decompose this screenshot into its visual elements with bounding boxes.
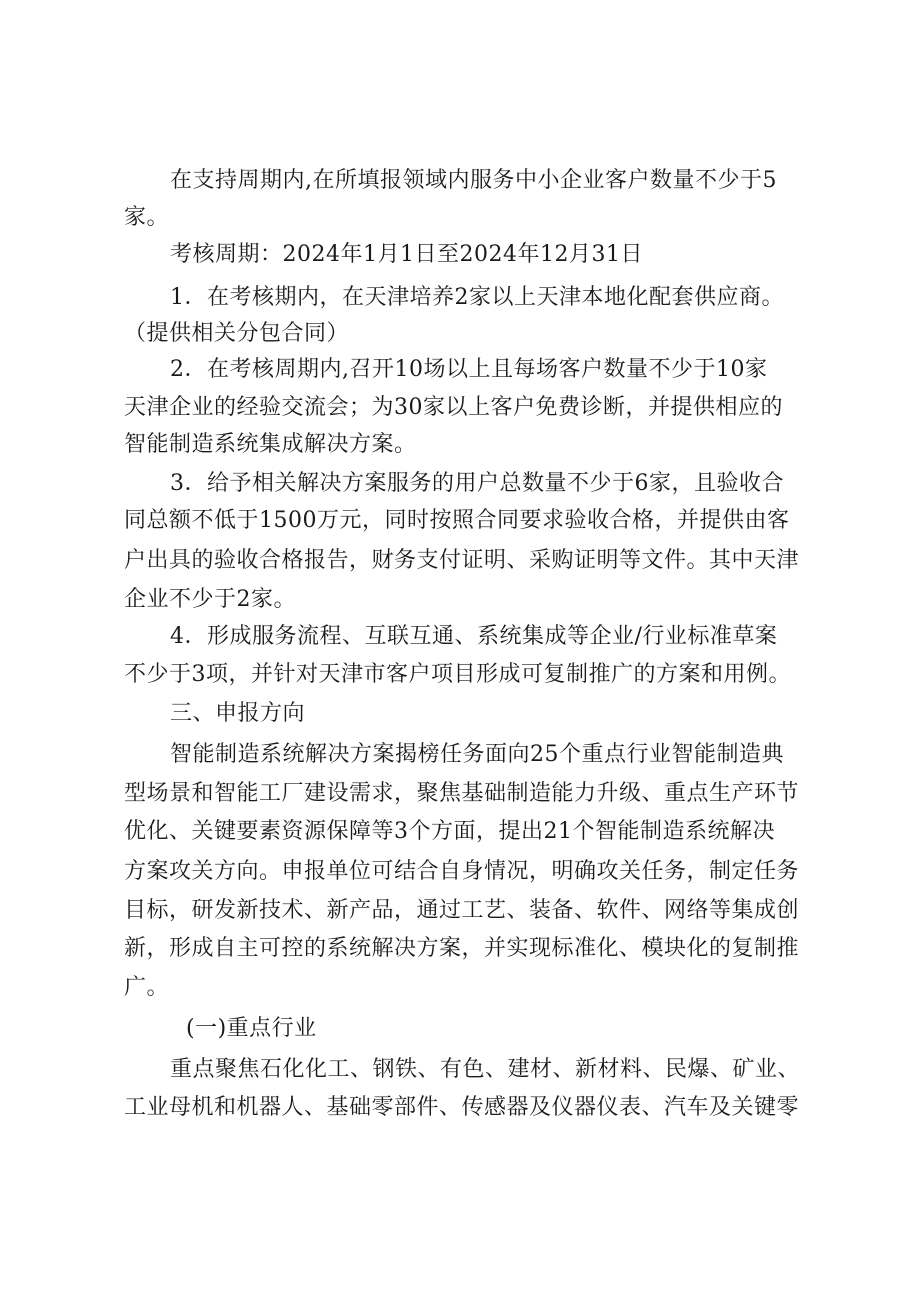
paragraph-line: 不少于3项，并针对天津市客户项目形成可复制推广的方案和用例。 [124, 662, 791, 687]
paragraph-line: 3．给予相关解决方案服务的用户总数量不少于6家，且验收合 [170, 471, 784, 496]
section-heading: 三、申报方向 [170, 701, 306, 726]
paragraph-line: 新，形成自主可控的系统解决方案，并实现标准化、模块化的复制推 [124, 936, 800, 961]
paragraph-line: 在支持周期内,在所填报领域内服务中小企业客户数量不少于5 [170, 168, 777, 193]
paragraph-line: 重点聚焦石化化工、钢铁、有色、建材、新材料、民爆、矿业、 [170, 1057, 801, 1082]
paragraph-line: 智能制造系统解决方案揭榜任务面向25个重点行业智能制造典 [170, 742, 784, 767]
paragraph-line: 考核周期：2024年1月1日至2024年12月31日 [170, 242, 643, 267]
paragraph-line: 工业母机和机器人、基础零部件、传感器及仪器仪表、汽车及关键零 [124, 1095, 800, 1120]
subsection-heading: (一)重点行业 [186, 1016, 317, 1041]
paragraph-line: 型场景和智能工厂建设需求，聚焦基础制造能力升级、重点生产环节 [124, 781, 800, 806]
paragraph-line: 方案攻关方向。申报单位可结合自身情况，明确攻关任务，制定任务 [124, 859, 800, 884]
paragraph-line: 天津企业的经验交流会；为30家以上客户免费诊断，并提供相应的 [124, 395, 783, 420]
paragraph-line: 广。 [124, 975, 170, 1000]
paragraph-line: 企业不少于2家。 [124, 587, 296, 612]
paragraph-line: 同总额不低于1500万元，同时按照合同要求验收合格，并提供由客 [124, 508, 790, 533]
paragraph-line: （提供相关分包合同） [124, 321, 350, 346]
paragraph-line: 2．在考核周期内,召开10场以上且每场客户数量不少于10家 [170, 357, 768, 382]
paragraph-line: 目标，研发新技术、新产品，通过工艺、装备、软件、网络等集成创 [124, 898, 800, 923]
paragraph-line: 户出具的验收合格报告，财务支付证明、采购证明等文件。其中天津 [124, 548, 800, 573]
paragraph-line: 智能制造系统集成解决方案。 [124, 432, 417, 457]
paragraph-line: 优化、关键要素资源保障等3个方面，提出21个智能制造系统解决 [124, 819, 775, 844]
paragraph-line: 家。 [124, 205, 170, 230]
paragraph-line: 1．在考核期内，在天津培养2家以上天津本地化配套供应商。 [170, 285, 784, 310]
paragraph-line: 4．形成服务流程、互联互通、系统集成等企业/行业标准草案 [170, 624, 778, 649]
